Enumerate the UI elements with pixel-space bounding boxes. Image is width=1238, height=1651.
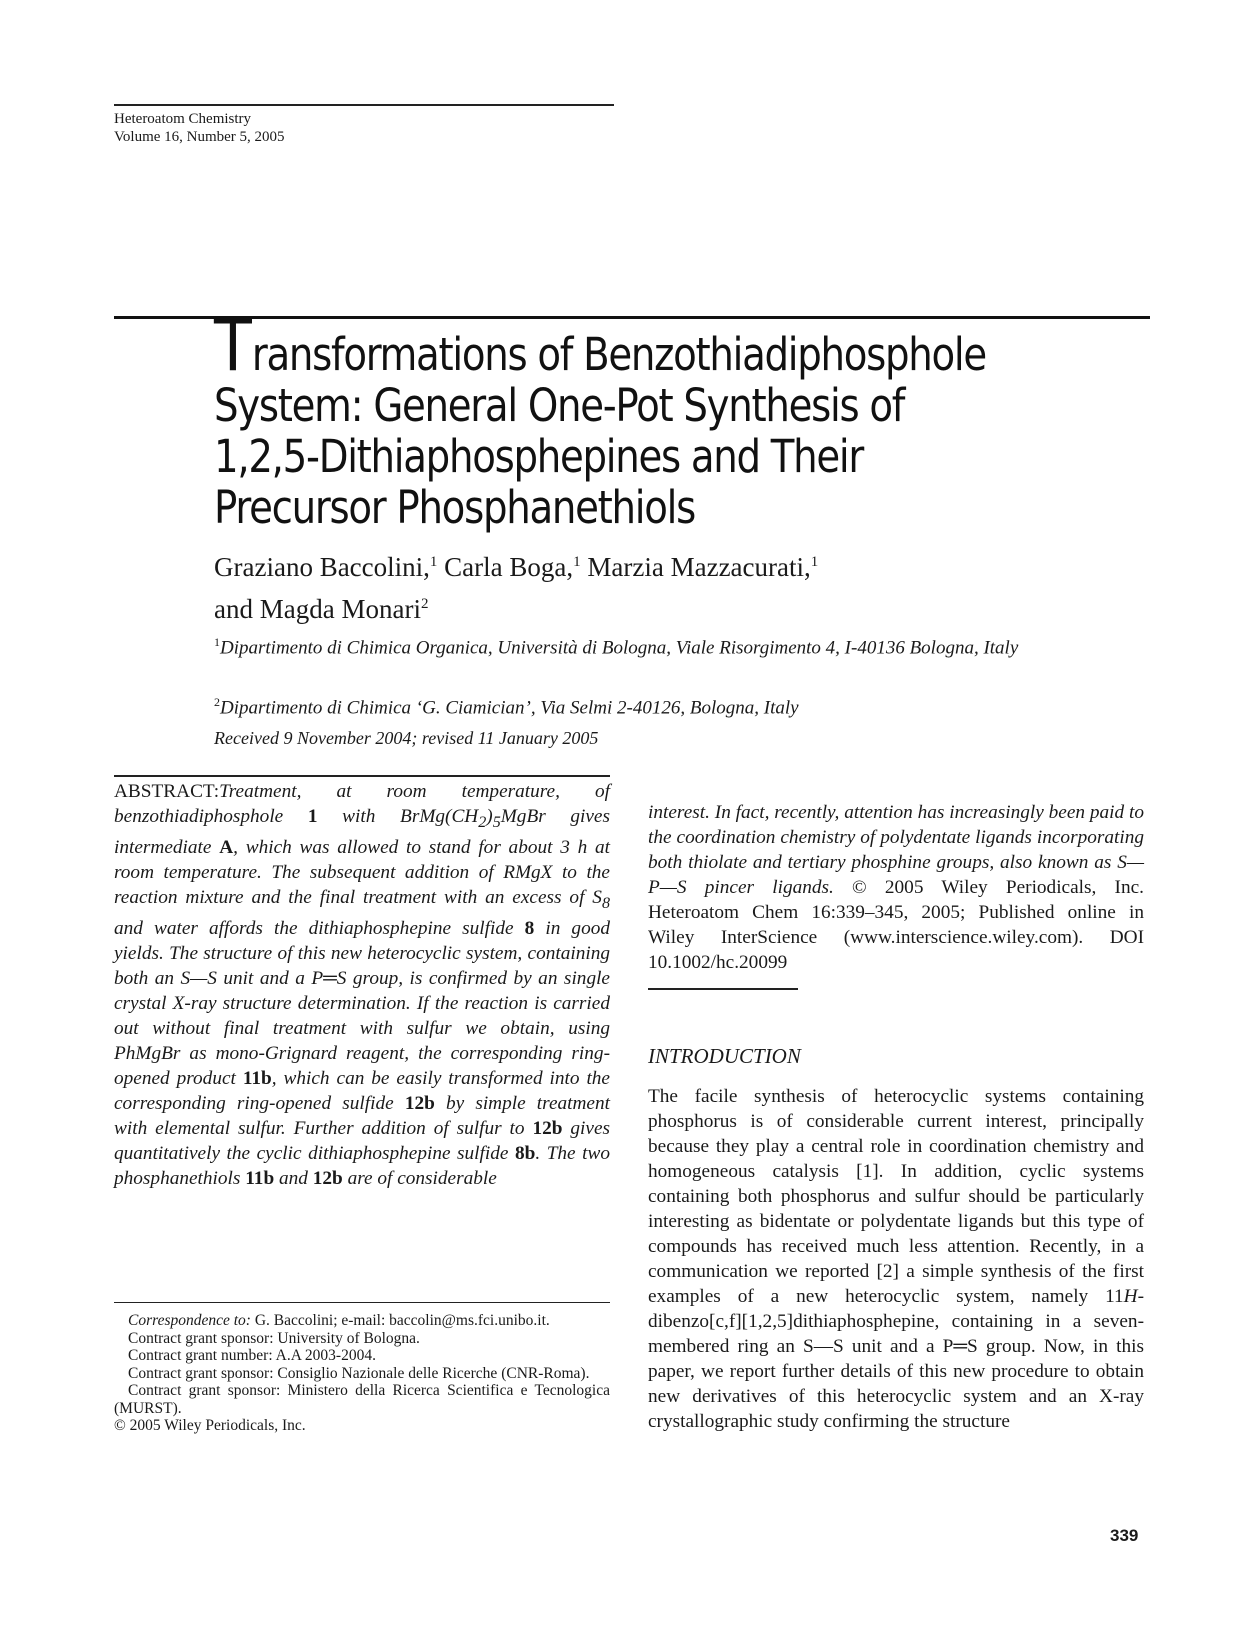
author-affil-mark: 1 (573, 554, 581, 570)
author-list (214, 544, 1144, 628)
author-affil-mark: 2 (420, 596, 429, 612)
journal-header (114, 104, 614, 146)
grant-note: Contract grant sponsor: University of Bologna. (128, 1329, 420, 1347)
received-dates: Received 9 November 2004; revised 11 January 2005 (214, 728, 599, 748)
abstract-label: ABSTRACT: (114, 781, 220, 802)
author-name: Graziano Baccolini, (214, 552, 430, 582)
abstract: ABSTRACT:Treatment, at room temperature, of benzothiadiphosphole 1 with $BrMg(CH_2)_5MgBr$ gives intermediate A, which was allowed to stand for about 3 h at room temperature. The subsequent addition of RMgX to the reaction mixture and the final treatment with an excess of $S_8$ and water affords the dithiaphosphepine sulfide 8 in good yields. The structure of this new heterocyclic system, containing both an S—S unit and a P═S group, is confirmed by an single crystal X-ray structure determination. If the reaction is carried out without final treatment with sulfur we obtain, using PhMgBr as mono-Grignard reagent, the corresponding ring-opened product 11b, which can be easily transformed into the corresponding ring-opened sulfide 12b by simple treatment with elemental sulfur. Further addition of sulfur to 12b gives quantitatively the cyclic dithiaphosphepine sulfide 8b. The two phosphanethiols 11b and 12b are of considerable (114, 775, 610, 1191)
author-name: Carla Boga, (444, 552, 574, 582)
compound-ref: 11b (242, 1067, 272, 1089)
affiliation-number: 2 (214, 695, 220, 709)
title-rule-left (114, 316, 212, 319)
title-rule-right (212, 316, 1150, 319)
journal-name: Heteroatom Chemistry (114, 111, 252, 127)
compound-ref: 12b (312, 1167, 343, 1189)
compound-ref: 12b (404, 1092, 435, 1114)
affiliation-text: Dipartimento di Chimica Organica, Università di Bologna, Viale Risorgimento 4, I-40136 Bologna, Italy (220, 637, 1019, 659)
journal-volume: Volume 16, Number 5, 2005 (114, 129, 285, 145)
compound-ref: 12b (532, 1117, 563, 1139)
abstract-cont-text: interest. In fact, recently, attention has increasingly been paid to the coordination chemistry of polydentate ligands incorporating both thiolate and tertiary phosphine groups, also known as S—P—S pincer ligands. (648, 802, 1144, 898)
section-heading-introduction: INTRODUCTION (648, 1044, 801, 1068)
article-title (214, 303, 1014, 534)
affiliation-2 (214, 690, 1114, 720)
publication-info: © 2005 Wiley Periodicals, Inc. Heteroatom Chem 16:339–345, 2005; Published online in Wiley InterScience (www.interscience.wiley.com). DOI 10.1002/hc.20099 (648, 877, 1145, 973)
grant-note: Contract grant number: A.A 2003-2004. (128, 1347, 376, 1364)
author-name: Marzia Mazzacurati, (587, 552, 811, 582)
compound-ref: 1 (307, 806, 318, 827)
page-number: 339 (1110, 1526, 1139, 1545)
title-text: ransformations of Benzothiadiphosphole System: General One-Pot Synthesis of 1,2,5-Dithiaphosphepines and Their Precursor Phosphanethiols (214, 328, 986, 534)
title-drop-cap: T (214, 303, 252, 387)
copyright-note: © 2005 Wiley Periodicals, Inc. (114, 1417, 306, 1434)
grant-note: Contract grant sponsor: Consiglio Nazionale delle Ricerche (CNR-Roma). (128, 1364, 590, 1382)
footnotes (114, 1302, 610, 1435)
author-affil-mark: 1 (429, 554, 438, 570)
grant-note: Contract grant sponsor: Ministero della Ricerca Scientifica e Tecnologica (MURST). (114, 1382, 610, 1417)
affiliation-1 (214, 630, 1114, 660)
compound-ref: 11b (245, 1167, 275, 1189)
abstract-end-rule (648, 988, 798, 990)
abstract-continuation (648, 800, 1144, 975)
correspondence-note: Correspondence to: G. Baccolini; e-mail: baccolin@ms.fci.unibo.it. (128, 1312, 550, 1329)
affiliation-text: Dipartimento di Chimica ‘G. Ciamician’, Via Selmi 2-40126, Bologna, Italy (220, 697, 799, 719)
introduction-text: The facile synthesis of heterocyclic systems containing phosphorus is of considerable current interest, principally because they play a central role in coordination chemistry and homogeneous catalysis [1]. In addition, cyclic systems containing both phosphorus and sulfur should be particularly interesting as bidentate or polydentate ligands but this type of compounds has received much less attention. Recently, in a communication we reported [2] a simple synthesis of the first examples of a new heterocyclic system, namely 11H-dibenzo[c,f][1,2,5]dithiaphosphepine, containing in a seven-membered ring an S—S unit and a P═S group. Now, in this paper, we report further details of this new procedure to obtain new derivatives of this heterocyclic system and an X-ray crystallographic study confirming the structure (648, 1086, 1144, 1432)
affiliation-number: 1 (214, 635, 220, 649)
compound-ref: A (219, 836, 234, 858)
author-affil-mark: 1 (810, 554, 819, 570)
author-name: and Magda Monari (214, 594, 421, 624)
compound-ref: 8b (514, 1142, 536, 1164)
compound-ref: 8 (524, 917, 535, 939)
